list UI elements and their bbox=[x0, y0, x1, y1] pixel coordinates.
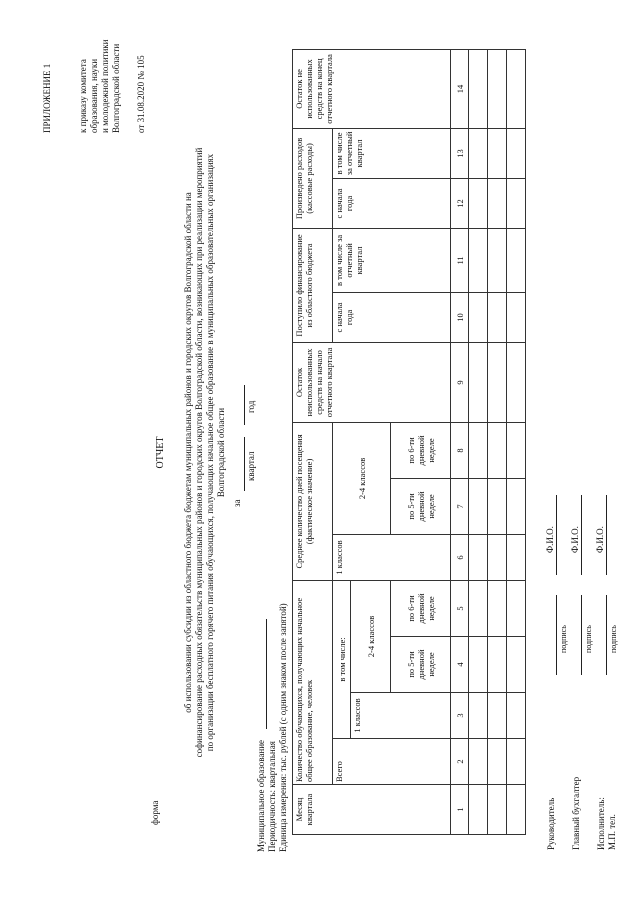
accountant-label: Главный бухгалтер bbox=[571, 776, 581, 850]
column-number: 7 bbox=[451, 478, 469, 534]
header-funding-quarter: в том числе за отчетный квартал bbox=[333, 228, 451, 292]
table-cell bbox=[469, 228, 488, 292]
executor-label: Исполнитель: bbox=[596, 797, 606, 850]
header-days-grade1: 1 классов bbox=[333, 534, 451, 580]
header-total: Всего bbox=[333, 739, 451, 785]
report-title: ОТЧЕТ bbox=[155, 436, 166, 469]
table-cell bbox=[469, 478, 488, 534]
appendix-title: ПРИЛОЖЕНИЕ 1 bbox=[42, 63, 52, 133]
column-number: 6 bbox=[451, 534, 469, 580]
column-number: 8 bbox=[451, 422, 469, 478]
period-quarter-line bbox=[244, 437, 245, 491]
header-balance-start: Остаток неиспользованных средств на начало отчетного квартала bbox=[293, 342, 451, 422]
municipality-label: Муниципальное образование bbox=[256, 739, 266, 852]
table-cell bbox=[488, 292, 507, 342]
column-number: 9 bbox=[451, 342, 469, 422]
appendix-line: к приказу комитета bbox=[78, 59, 88, 133]
column-number: 14 bbox=[451, 49, 469, 128]
table-cell bbox=[469, 292, 488, 342]
table-cell bbox=[469, 342, 488, 422]
column-number: 13 bbox=[451, 128, 469, 178]
table-cell bbox=[507, 228, 526, 292]
table-cell bbox=[469, 693, 488, 739]
head-signature-line bbox=[556, 595, 557, 675]
table-cell bbox=[507, 342, 526, 422]
report-line: об использовании субсидии из областного бюджета бюджетам муниципальных районов и городских округов Волгоградской области на bbox=[183, 192, 193, 713]
periodicity: Периодичность: квартальная bbox=[267, 741, 277, 852]
period-quarter: квартал bbox=[246, 451, 256, 481]
header-days-5day: по 5-ти дневной неделе bbox=[391, 478, 451, 534]
phone-label: М.П. тел. bbox=[607, 814, 617, 850]
period-year: год bbox=[246, 400, 256, 413]
header-expenses-from-year: с начала года bbox=[333, 178, 451, 228]
executor-signature-caption: подпись bbox=[609, 625, 618, 653]
accountant-signature-line bbox=[581, 595, 582, 675]
appendix-date: от 31.08.2020 № 105 bbox=[136, 55, 146, 133]
accountant-name-caption: Ф.И.О. bbox=[570, 526, 580, 553]
table-cell bbox=[469, 49, 488, 128]
table-cell bbox=[469, 534, 488, 580]
table-cell bbox=[488, 342, 507, 422]
head-name-line bbox=[556, 495, 557, 575]
column-number: 4 bbox=[451, 637, 469, 693]
accountant-name-line bbox=[581, 495, 582, 575]
table-cell bbox=[469, 785, 488, 835]
period-prefix: за bbox=[232, 499, 242, 507]
header-funding: Поступило финансирование из областного бюджета bbox=[293, 228, 333, 342]
municipality-line bbox=[266, 619, 267, 729]
table-cell bbox=[469, 422, 488, 478]
header-funding-from-year: с начала года bbox=[333, 292, 451, 342]
table-cell bbox=[507, 637, 526, 693]
table-row bbox=[488, 49, 507, 834]
table-cell bbox=[507, 785, 526, 835]
header-average-days: Среднее количество дней посещения (фактическое значение) bbox=[293, 422, 333, 580]
header-count-grade2-4: 2-4 классов bbox=[351, 580, 391, 692]
table-cell bbox=[488, 739, 507, 785]
table-cell bbox=[469, 739, 488, 785]
column-number: 11 bbox=[451, 228, 469, 292]
column-number: 12 bbox=[451, 178, 469, 228]
header-count-6day: по 6-ти дневной неделе bbox=[391, 580, 451, 636]
appendix-line: Волгоградской области bbox=[111, 43, 121, 133]
column-number: 2 bbox=[451, 739, 469, 785]
head-label: Руководитель bbox=[546, 797, 556, 850]
unit-of-measure: Единица измерения: тыс. рублей (с одним знаком после запятой) bbox=[278, 603, 288, 852]
executor-signature-line bbox=[606, 595, 607, 675]
executor-name-caption: Ф.И.О. bbox=[595, 526, 605, 553]
table-cell bbox=[507, 422, 526, 478]
header-month: Месяц квартала bbox=[293, 785, 451, 835]
table-cell bbox=[469, 580, 488, 636]
table-cell bbox=[488, 534, 507, 580]
header-student-count: Количество обучающихся, получающих начальное общее образование, человек bbox=[293, 580, 333, 784]
column-number: 5 bbox=[451, 580, 469, 636]
header-balance-end: Остаток не использованных средств на конец отчетного квартала bbox=[293, 49, 451, 128]
report-table bbox=[292, 49, 526, 835]
table-cell bbox=[488, 49, 507, 128]
header-days-grade2-4: 2-4 классов bbox=[333, 422, 391, 534]
table-cell bbox=[507, 693, 526, 739]
appendix-line: и молодежной политики bbox=[100, 39, 110, 133]
table-cell bbox=[507, 534, 526, 580]
table-cell bbox=[469, 637, 488, 693]
form-label: форма bbox=[150, 800, 160, 825]
table-cell bbox=[488, 637, 507, 693]
report-line: Волгоградской области bbox=[216, 407, 226, 498]
report-line: по организации бесплатного горячего питания обучающихся, получающих начальное общее образование в муниципальных образовательных организациях bbox=[205, 153, 215, 752]
table-cell bbox=[488, 693, 507, 739]
header-count-grade1: 1 классов bbox=[351, 693, 451, 739]
column-number: 10 bbox=[451, 292, 469, 342]
table-cell bbox=[488, 422, 507, 478]
period-year-line bbox=[244, 385, 245, 425]
header-including: в том числе: bbox=[333, 580, 351, 738]
appendix-line: образования, науки bbox=[89, 58, 99, 133]
column-number: 3 bbox=[451, 693, 469, 739]
table-cell bbox=[469, 128, 488, 178]
column-number: 1 bbox=[451, 785, 469, 835]
table-cell bbox=[488, 478, 507, 534]
executor-name-line bbox=[606, 495, 607, 575]
table-cell bbox=[507, 478, 526, 534]
table-cell bbox=[469, 178, 488, 228]
table-cell bbox=[507, 128, 526, 178]
table-cell bbox=[488, 785, 507, 835]
column-number-row bbox=[451, 49, 469, 834]
table-cell bbox=[507, 739, 526, 785]
accountant-signature-caption: подпись bbox=[584, 625, 593, 653]
head-name-caption: Ф.И.О. bbox=[545, 526, 555, 553]
table-cell bbox=[507, 292, 526, 342]
head-signature-caption: подпись bbox=[559, 625, 568, 653]
table-row bbox=[469, 49, 488, 834]
table-body bbox=[469, 49, 526, 834]
header-count-5day: по 5-ти дневной неделе bbox=[391, 637, 451, 693]
header-expenses: Произведено расходов (кассовые расходы) bbox=[293, 128, 333, 228]
table-row bbox=[507, 49, 526, 834]
table-cell bbox=[488, 178, 507, 228]
table-cell bbox=[488, 128, 507, 178]
table-cell bbox=[507, 178, 526, 228]
header-expenses-quarter: в том числе за отчетный квартал bbox=[333, 128, 451, 178]
table-cell bbox=[507, 49, 526, 128]
table-cell bbox=[488, 228, 507, 292]
table-cell bbox=[507, 580, 526, 636]
report-line: софинансирование расходных обязательств муниципальных районов и городских округов Волгоградской области, возникающих при реализации мероприятий bbox=[194, 147, 204, 758]
header-days-6day: по 6-ти дневной неделе bbox=[391, 422, 451, 478]
table-cell bbox=[488, 580, 507, 636]
